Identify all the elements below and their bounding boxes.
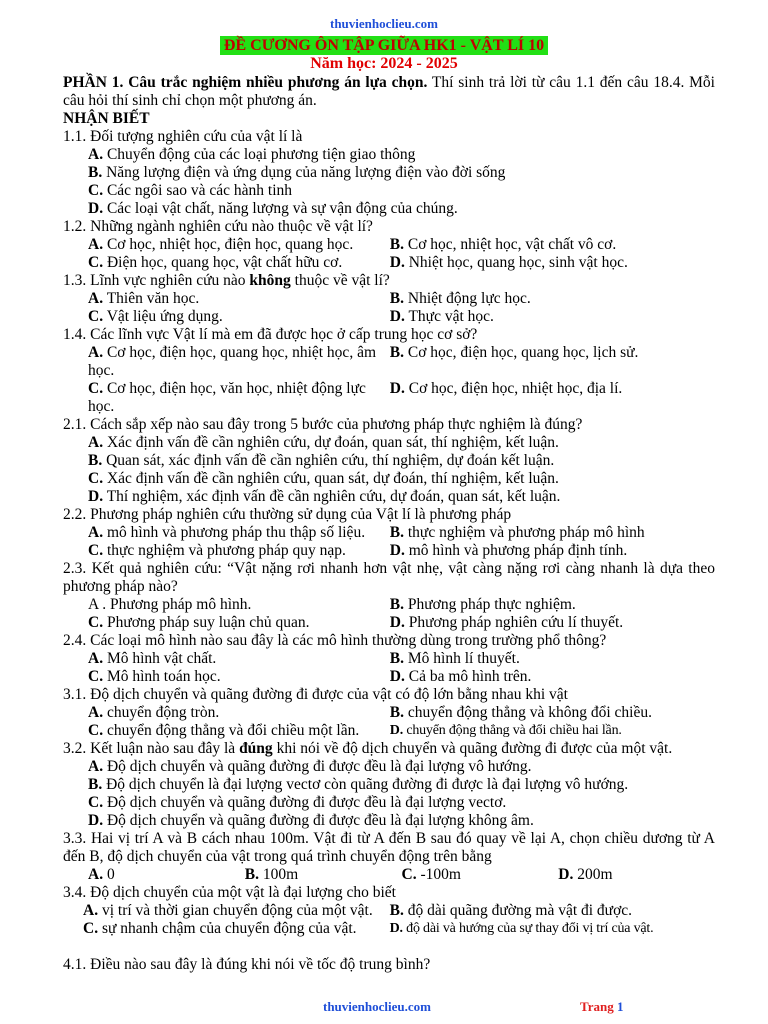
options-row <box>63 596 715 614</box>
option: B. thực nghiệm và phương pháp mô hình <box>389 524 645 541</box>
option: D. Cả ba mô hình trên. <box>389 668 532 685</box>
option: C. Xác định vấn đề cần nghiên cứu, quan sát, dự đoán, thí nghiệm, kết luận. <box>88 470 559 487</box>
option: D. mô hình và phương pháp định tính. <box>389 542 628 559</box>
question-1-4: 1.4. Các lĩnh vực Vật lí mà em đã được học ở cấp trung học cơ sở? <box>63 326 478 343</box>
option: C. chuyển động thẳng và đổi chiều một lần. <box>88 722 360 739</box>
option: D. Độ dịch chuyển và quãng đường đi được đều là đại lượng không âm. <box>88 812 534 829</box>
option: D. chuyển động thẳng và đổi chiều hai lần. <box>389 723 622 738</box>
option: B. 100m <box>244 866 299 883</box>
option: A. Độ dịch chuyển và quãng đường đi được đều là đại lượng vô hướng. <box>88 758 532 775</box>
option: D. Các loại vật chất, năng lượng và sự vận động của chúng. <box>88 200 458 217</box>
option: A. Mô hình vật chất. <box>88 650 217 667</box>
option: A. vị trí và thời gian chuyển động của một vật. <box>83 902 373 919</box>
question-3-1: 3.1. Độ dịch chuyển và quãng đường đi được của vật có độ lớn bằng nhau khi vật <box>63 686 568 703</box>
options-row <box>63 614 715 632</box>
option: B. độ dài quãng đường mà vật đi được. <box>389 902 633 919</box>
options-row <box>63 722 715 740</box>
options-row <box>63 650 715 668</box>
option: D. Thí nghiệm, xác định vấn đề cần nghiên cứu, dự đoán, quan sát, kết luận. <box>88 488 561 505</box>
option: C. Các ngôi sao và các hành tinh <box>88 182 293 199</box>
option: C. Vật liệu ứng dụng. <box>88 308 223 325</box>
question-3-3: 3.3. Hai vị trí A và B cách nhau 100m. Vật đi từ A đến B sau đó quay về lại A, chọn chiều dương từ A đến B, độ dịch chuyển của vật trong quá trình chuyển động trên bằng <box>63 830 715 865</box>
option: A. Xác định vấn đề cần nghiên cứu, dự đoán, quan sát, thí nghiệm, kết luận. <box>88 434 559 451</box>
option: C. Điện học, quang học, vật chất hữu cơ. <box>88 254 343 271</box>
options-row <box>63 380 715 416</box>
option: C. sự nhanh chậm của chuyển động của vật. <box>83 920 357 937</box>
title-wrap <box>0 36 768 55</box>
document-title: ĐỀ CƯƠNG ÔN TẬP GIỮA HK1 - VẬT LÍ 10 <box>220 36 548 55</box>
options-row <box>63 290 715 308</box>
question-1-2: 1.2. Những ngành nghiên cứu nào thuộc về vật lí? <box>63 218 373 235</box>
question-2-4: 2.4. Các loại mô hình nào sau đây là các mô hình thường dùng trong trường phổ thông? <box>63 632 607 649</box>
option: B. Cơ học, nhiệt học, vật chất vô cơ. <box>389 236 617 253</box>
option: C. Phương pháp suy luận chủ quan. <box>88 614 310 631</box>
question-1-3: 1.3. Lĩnh vực nghiên cứu nào không thuộc về vật lí? <box>63 272 390 289</box>
question-2-2: 2.2. Phương pháp nghiên cứu thường sử dụng của Vật lí là phương pháp <box>63 506 512 523</box>
document-body <box>63 74 715 974</box>
option: A. mô hình và phương pháp thu thập số liệu. <box>88 524 366 541</box>
question-3-2: 3.2. Kết luận nào sau đây là đúng khi nói về độ dịch chuyển và quãng đường đi được của một vật. <box>63 740 673 757</box>
options-row <box>63 542 715 560</box>
options-row <box>63 902 715 920</box>
question-4-1: 4.1. Điều nào sau đây là đúng khi nói về tốc độ trung bình? <box>63 956 431 973</box>
site-header: thuvienhoclieu.com <box>330 16 438 31</box>
option: D. Thực vật học. <box>389 308 494 325</box>
options-row <box>63 254 715 272</box>
options-row <box>63 344 715 380</box>
options-row <box>63 308 715 326</box>
option: C. Độ dịch chuyển và quãng đường đi được đều là đại lượng vectơ. <box>88 794 507 811</box>
question-2-3: 2.3. Kết quả nghiên cứu: “Vật nặng rơi nhanh hơn vật nhẹ, vật càng nặng rơi càng nhanh là dựa theo phương pháp nào? <box>63 560 715 595</box>
part-intro <box>63 74 715 110</box>
option: C. Mô hình toán học. <box>88 668 221 685</box>
option: A . Phương pháp mô hình. <box>88 596 252 613</box>
option: A. Cơ học, nhiệt học, điện học, quang học. <box>88 236 354 253</box>
options-row <box>63 866 715 884</box>
option: B. Cơ học, điện học, quang học, lịch sử. <box>389 344 639 361</box>
option: C. -100m <box>401 866 461 883</box>
options-row <box>63 920 715 938</box>
options-row <box>63 524 715 542</box>
option: B. Năng lượng điện và ứng dụng của năng lượng điện vào đời sống <box>88 164 506 181</box>
option: D. độ dài và hướng của sự thay đổi vị trí của vật. <box>389 921 654 936</box>
option: C. Cơ học, điện học, văn học, nhiệt động lực học. <box>88 380 366 415</box>
school-year: Năm học: 2024 - 2025 <box>310 55 458 72</box>
option: D. Cơ học, điện học, nhiệt học, địa lí. <box>389 380 623 397</box>
question-2-1: 2.1. Cách sắp xếp nào sau đây trong 5 bước của phương pháp thực nghiệm là đúng? <box>63 416 583 433</box>
options-row <box>63 236 715 254</box>
part-instruction: Thí sinh trả lời từ câu 1.1 đến câu 18.4. Mỗi câu hỏi thí sinh chỉ chọn một phương án. <box>63 74 715 109</box>
option: D. Phương pháp nghiên cứu lí thuyết. <box>389 614 624 631</box>
option: A. Thiên văn học. <box>88 290 200 307</box>
option: A. chuyển động tròn. <box>88 704 220 721</box>
option: A. Chuyển động của các loại phương tiện giao thông <box>88 146 416 163</box>
question-3-4: 3.4. Độ dịch chuyển của một vật là đại lượng cho biết <box>63 884 396 901</box>
footer-site: thuvienhoclieu.com <box>323 999 431 1014</box>
option: B. Nhiệt động lực học. <box>389 290 531 307</box>
option: D. 200m <box>558 866 613 883</box>
part-title: PHẦN 1. Câu trắc nghiệm nhiều phương án lựa chọn. <box>63 74 428 91</box>
option: D. Nhiệt học, quang học, sinh vật học. <box>389 254 628 271</box>
option: B. Độ dịch chuyển là đại lượng vectơ còn quãng đường đi được là đại lượng vô hướng. <box>88 776 629 793</box>
options-row <box>63 668 715 686</box>
question-1-1: 1.1. Đối tượng nghiên cứu của vật lí là <box>63 128 303 145</box>
option: A. Cơ học, điện học, quang học, nhiệt học, âm học. <box>88 344 377 379</box>
option: B. Mô hình lí thuyết. <box>389 650 520 667</box>
options-row <box>63 704 715 722</box>
option: A. 0 <box>88 866 115 883</box>
level-heading: NHẬN BIẾT <box>63 110 150 127</box>
option: B. Phương pháp thực nghiệm. <box>389 596 576 613</box>
option: C. thực nghiệm và phương pháp quy nạp. <box>88 542 346 559</box>
option: B. chuyển động thẳng và không đổi chiều. <box>389 704 652 721</box>
option: B. Quan sát, xác định vấn đề cần nghiên cứu, thí nghiệm, dự đoán kết luận. <box>88 452 555 469</box>
page-number: Trang 1 <box>580 999 624 1014</box>
